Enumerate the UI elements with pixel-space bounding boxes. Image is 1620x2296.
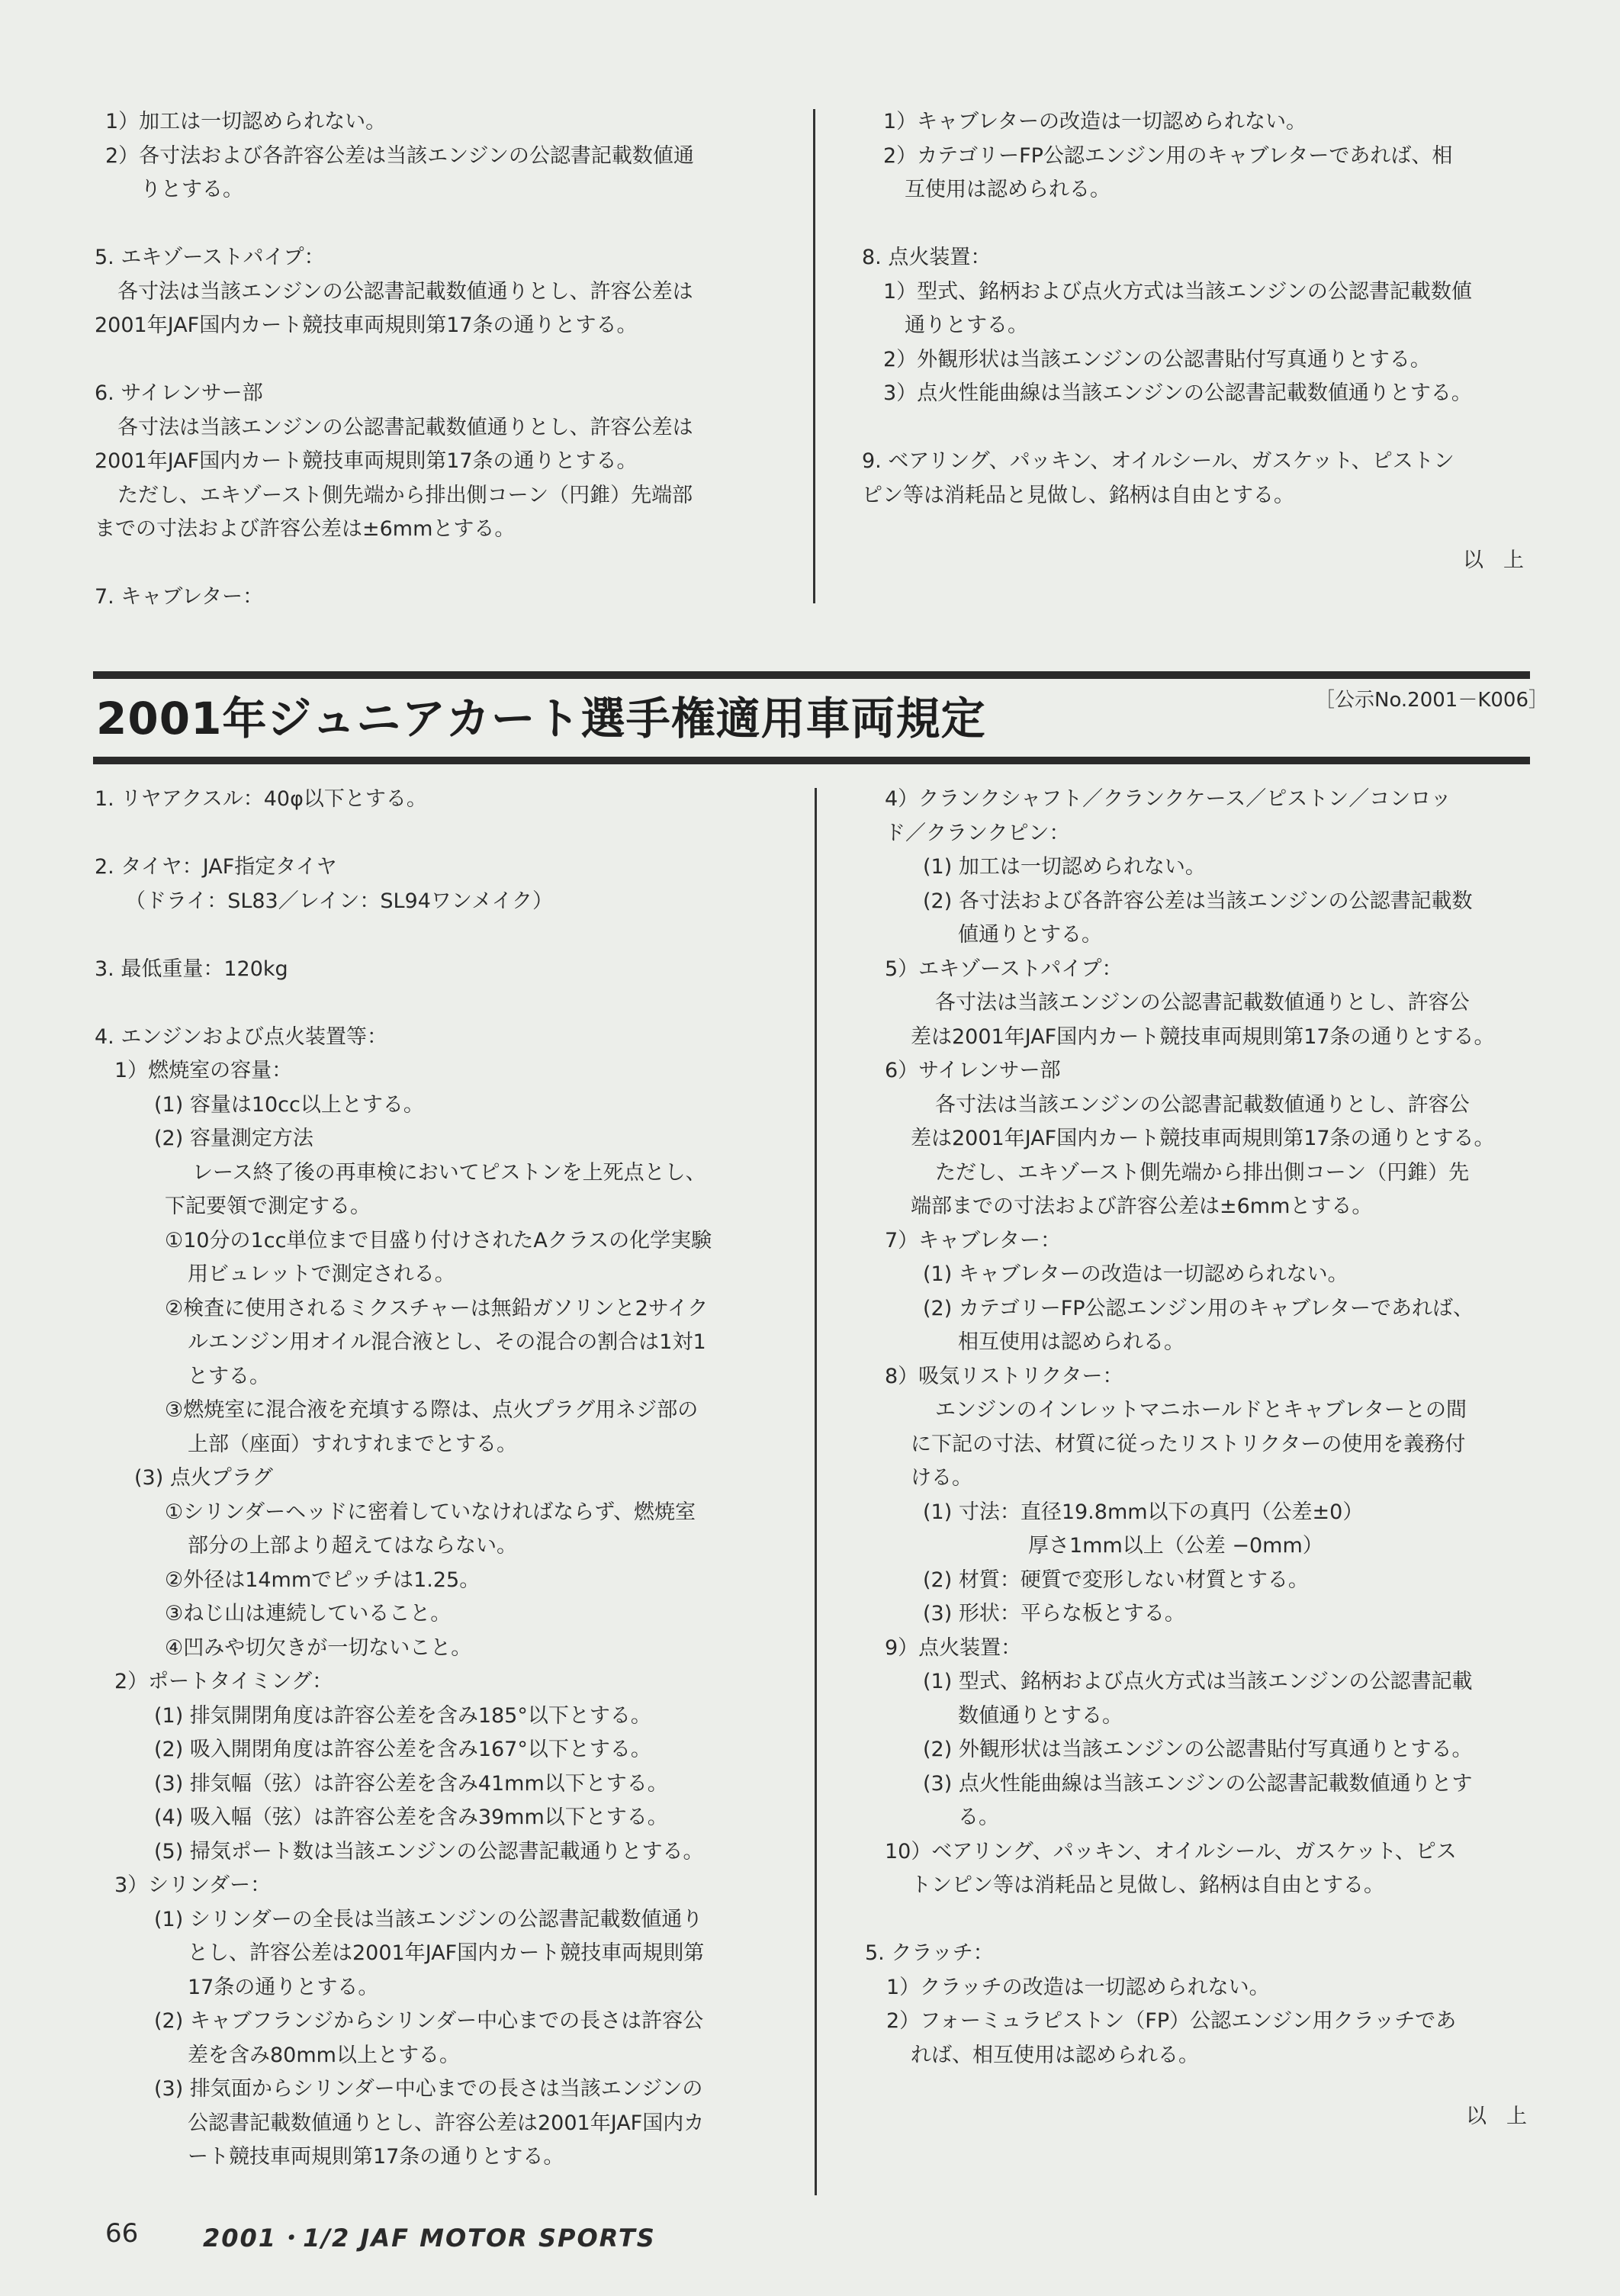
text-line: 差は2001年JAF国内カート競技車両規則第17条の通りとする。	[911, 1024, 1495, 1049]
text-line: (1) 排気開閉角度は許容公差を含み185°以下とする。	[154, 1703, 651, 1728]
text-line: 端部までの寸法および許容公差は±6mmとする。	[911, 1195, 1373, 1218]
notice-number: ［公示No.2001－K006］	[1315, 689, 1549, 712]
text-line: (1) キャブレターの改造は一切認められない。	[923, 1262, 1348, 1286]
text-line: (3) 点火性能曲線は当該エンジンの公認書記載数値通りとす	[923, 1771, 1473, 1796]
text-line: (2) 外観形状は当該エンジンの公認書貼付写真通りとする。	[923, 1738, 1473, 1761]
magazine-title: 2001・1/2 JAF MOTOR SPORTS	[203, 2224, 656, 2253]
text-line: （ドライ：SL83／レイン：SL94ワンメイク）	[125, 889, 554, 913]
text-line: (1) 加工は一切認められない。	[923, 855, 1206, 879]
bottom-end-mark: 以上	[1466, 2105, 1547, 2128]
text-line: までの寸法および許容公差は±6mmとする。	[95, 517, 516, 541]
text-line: (3) 点火プラグ	[134, 1466, 273, 1490]
spacer	[95, 343, 694, 378]
text-line: 数値通りとする。	[958, 1703, 1123, 1728]
text-line: 用ビュレットで測定される。	[188, 1262, 455, 1286]
title-rule-bottom	[93, 757, 1530, 764]
top-column-divider	[813, 109, 815, 603]
text-line: (2) キャブフランジからシリンダー中心までの長さは許容公	[154, 2009, 704, 2033]
text-line: ける。	[911, 1466, 972, 1490]
text-line: ②外径は14mmでピッチは1.25。	[165, 1568, 481, 1592]
text-line: 2）各寸法および各許容公差は当該エンジンの公認書記載数値通	[105, 143, 694, 168]
text-line: 1）燃焼室の容量：	[114, 1059, 293, 1082]
title-rule-top	[93, 671, 1530, 679]
text-line: (1) 容量は10cc以上とする。	[154, 1092, 424, 1117]
text-line: (2) 容量測定方法	[154, 1127, 313, 1150]
text-line: 2001年JAF国内カート競技車両規則第17条の通りとする。	[95, 449, 638, 473]
spacer	[95, 986, 712, 1021]
text-line: (1) シリンダーの全長は当該エンジンの公認書記載数値通り	[154, 1907, 703, 1931]
text-line: 6. サイレンサー部	[95, 381, 263, 405]
top-end-mark: 以上	[1463, 548, 1544, 572]
text-line: 8）吸気リストリクター：	[885, 1364, 1123, 1388]
spacer	[865, 1903, 1495, 1937]
text-line: (2) 材質：硬質で変形しない材質とする。	[923, 1568, 1309, 1592]
text-line: 互使用は認められる。	[905, 178, 1111, 201]
text-line: 2）ポートタイミング：	[114, 1670, 333, 1693]
text-line: ピン等は消耗品と見做し、銘柄は自由とする。	[862, 483, 1294, 507]
spacer	[95, 817, 712, 851]
text-line: 1）クラッチの改造は一切認められない。	[886, 1975, 1270, 1999]
text-line: 1）加工は一切認められない。	[105, 110, 387, 133]
page-number: 66	[105, 2218, 139, 2249]
text-line: る。	[958, 1806, 999, 1829]
text-line: トンピン等は消耗品と見做し、銘柄は自由とする。	[911, 1873, 1384, 1897]
text-line: (3) 形状：平らな板とする。	[923, 1602, 1185, 1626]
text-line: 差は2001年JAF国内カート競技車両規則第17条の通りとする。	[911, 1127, 1495, 1150]
bottom-right-column	[865, 783, 1495, 2073]
spacer	[862, 411, 1472, 445]
text-line: 公認書記載数値通りとし、許容公差は2001年JAF国内カ	[188, 2111, 705, 2135]
text-line: エンジンのインレットマニホールドとキャブレターとの間	[935, 1398, 1467, 1422]
text-line: (2) カテゴリーFP公認エンジン用のキャブレターであれば、	[923, 1296, 1474, 1320]
text-line: (2) 各寸法および各許容公差は当該エンジンの公認書記載数	[923, 889, 1473, 913]
text-line: ート競技車両規則第17条の通りとする。	[188, 2145, 564, 2169]
text-line: 5）エキゾーストパイプ：	[885, 957, 1123, 981]
text-line: (1) 型式、銘柄および点火方式は当該エンジンの公認書記載	[923, 1670, 1473, 1693]
text-line: (1) 寸法：直径19.8mm以下の真円（公差±0）	[923, 1500, 1364, 1524]
text-line: 2）カテゴリーFP公認エンジン用のキャブレターであれば、相	[883, 143, 1453, 168]
text-line: 相互使用は認められる。	[958, 1330, 1184, 1354]
text-line: りとする。	[140, 178, 243, 201]
text-line: 7. キャブレター：	[95, 585, 264, 609]
text-line: ③ねじ山は連続していること。	[165, 1602, 452, 1626]
text-line: 1）キャブレターの改造は一切認められない。	[883, 110, 1307, 133]
text-line: ③燃焼室に混合液を充填する際は、点火プラグ用ネジ部の	[165, 1398, 699, 1422]
text-line: 8. 点火装置：	[862, 246, 992, 269]
text-line: 上部（座面）すれすれまでとする。	[188, 1432, 517, 1456]
text-line: 5. クラッチ：	[865, 1941, 994, 1965]
text-line: 2. タイヤ：JAF指定タイヤ	[95, 855, 337, 879]
text-line: に下記の寸法、材質に従ったリストリクターの使用を義務付	[911, 1432, 1466, 1456]
text-line: 差を含み80mm以上とする。	[188, 2043, 460, 2067]
text-line: 厚さ1mm以上（公差 −0mm）	[1028, 1534, 1323, 1558]
text-line: ド／クランクピン：	[885, 821, 1070, 845]
text-line: 7）キャブレター：	[885, 1228, 1062, 1253]
text-line: 値通りとする。	[958, 923, 1102, 947]
text-line: (3) 排気幅（弦）は許容公差を含み41mm以下とする。	[154, 1771, 668, 1796]
spacer	[95, 547, 694, 581]
text-line: ②検査に使用されるミクスチャーは無鉛ガソリンと2サイク	[165, 1296, 709, 1320]
text-line: 各寸法は当該エンジンの公認書記載数値通りとし、許容公差は	[117, 279, 693, 304]
text-line: (5) 掃気ポート数は当該エンジンの公認書記載通りとする。	[154, 1839, 704, 1863]
spacer	[95, 207, 694, 242]
text-line: ①シリンダーヘッドに密着していなければならず、燃焼室	[165, 1500, 696, 1524]
text-line: 4. エンジンおよび点火装置等：	[95, 1024, 387, 1049]
text-line: (2) 吸入開閉角度は許容公差を含み167°以下とする。	[154, 1738, 651, 1761]
text-line: 通りとする。	[905, 314, 1028, 337]
text-line: 3）シリンダー：	[114, 1873, 272, 1897]
text-line: ただし、エキゾースト側先端から排出側コーン（円錐）先端部	[117, 483, 693, 507]
bottom-column-divider	[815, 788, 817, 2195]
text-line: 10）ベアリング、パッキン、オイルシール、ガスケット、ピス	[885, 1839, 1457, 1863]
text-line: 6）サイレンサー部	[885, 1059, 1061, 1082]
text-line: 9）点火装置：	[885, 1635, 1022, 1660]
text-line: (4) 吸入幅（弦）は許容公差を含み39mm以下とする。	[154, 1806, 668, 1829]
text-line: れば、相互使用は認められる。	[911, 2043, 1199, 2067]
spacer	[95, 918, 712, 953]
text-line: 下記要領で測定する。	[165, 1195, 371, 1218]
bottom-left-column	[95, 783, 712, 2175]
text-line: 5. エキゾーストパイプ：	[95, 246, 325, 269]
text-line: レース終了後の再車検においてピストンを上死点とし、	[192, 1160, 706, 1185]
text-line: 1. リヤアクスル：40φ以下とする。	[95, 787, 427, 811]
page-title: 2001年ジュニアカート選手権適用車両規定	[96, 693, 986, 744]
text-line: 各寸法は当該エンジンの公認書記載数値通りとし、許容公差は	[117, 415, 693, 439]
text-line: とする。	[188, 1364, 270, 1388]
text-line: ④凹みや切欠きが一切ないこと。	[165, 1635, 472, 1660]
text-line: 部分の上部より超えてはならない。	[188, 1534, 517, 1558]
spacer	[862, 207, 1472, 242]
text-line: とし、許容公差は2001年JAF国内カート競技車両規則第	[188, 1941, 705, 1965]
text-line: 3）点火性能曲線は当該エンジンの公認書記載数値通りとする。	[883, 381, 1472, 405]
top-right-column	[862, 105, 1472, 513]
text-line: 9. ベアリング、パッキン、オイルシール、ガスケット、ピストン	[862, 449, 1454, 473]
text-line: 4）クランクシャフト／クランクケース／ピストン／コンロッ	[885, 787, 1451, 811]
text-line: ①10分の1cc単位まで目盛り付けされたAクラスの化学実験	[165, 1228, 712, 1253]
text-line: 各寸法は当該エンジンの公認書記載数値通りとし、許容公	[935, 1092, 1470, 1117]
text-line: ルエンジン用オイル混合液とし、その混合の割合は1対1	[188, 1330, 706, 1354]
text-line: 1）型式、銘柄および点火方式は当該エンジンの公認書記載数値	[883, 279, 1472, 304]
text-line: 2001年JAF国内カート競技車両規則第17条の通りとする。	[95, 314, 638, 337]
text-line: 各寸法は当該エンジンの公認書記載数値通りとし、許容公	[935, 991, 1470, 1015]
text-line: 3. 最低重量：120kg	[95, 957, 288, 981]
text-line: 2）フォーミュラピストン（FP）公認エンジン用クラッチであ	[886, 2009, 1457, 2033]
text-line: ただし、エキゾースト側先端から排出側コーン（円錐）先	[935, 1160, 1470, 1185]
top-left-column	[95, 105, 694, 615]
text-line: 17条の通りとする。	[188, 1975, 379, 1999]
text-line: (3) 排気面からシリンダー中心までの長さは当該エンジンの	[154, 2077, 703, 2101]
text-line: 2）外観形状は当該エンジンの公認書貼付写真通りとする。	[883, 347, 1431, 371]
